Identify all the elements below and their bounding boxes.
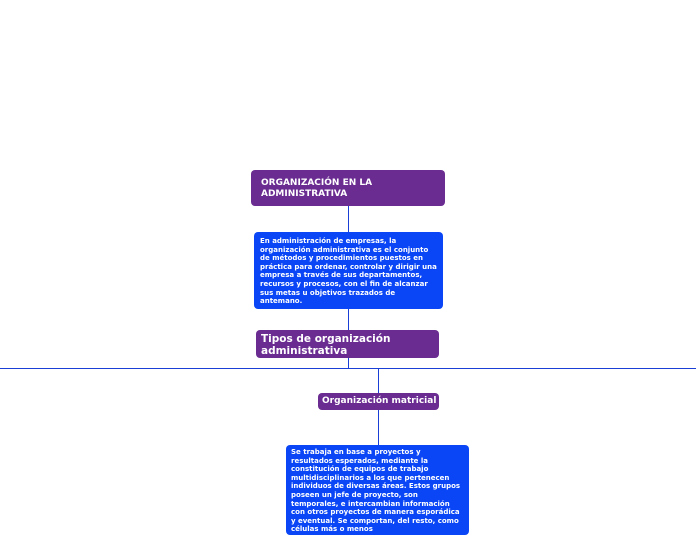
- connector-types-branch: [348, 358, 349, 368]
- connector-definition-types: [348, 309, 349, 330]
- connector-title-definition: [348, 206, 349, 232]
- topic-definition[interactable]: En administración de empresas, la organización administrativa es el conjunto de métodos y procedimientos puestos en práctica para ordenar, controlar y dirigir una empresa a través de sus departamentos, recursos y procesos, con el fin de alcanzar sus metas u objetivos trazados de antemano.: [254, 232, 443, 309]
- branch-horizontal-line: [0, 368, 696, 369]
- topic-organizacion-administrativa[interactable]: ORGANIZACIÓN EN LA ADMINISTRATIVA: [251, 170, 445, 206]
- topic-matricial-description[interactable]: Se trabaja en base a proyectos y resultados esperados, mediante la constitución de equipos de trabajo multidisciplinarios a los que pertenecen individuos de diversas áreas. Estos grupos poseen un jefe de proyecto, son temporales, e intercambian información con otros proyectos de manera esporádica y eventual. Se comportan, del resto, como células más o menos: [286, 445, 469, 535]
- topic-organizacion-matricial[interactable]: Organización matricial: [318, 393, 439, 410]
- connector-branch-matricial: [378, 368, 379, 393]
- topic-tipos-organizacion[interactable]: Tipos de organización administrativa: [256, 330, 439, 358]
- connector-matricial-description: [378, 410, 379, 445]
